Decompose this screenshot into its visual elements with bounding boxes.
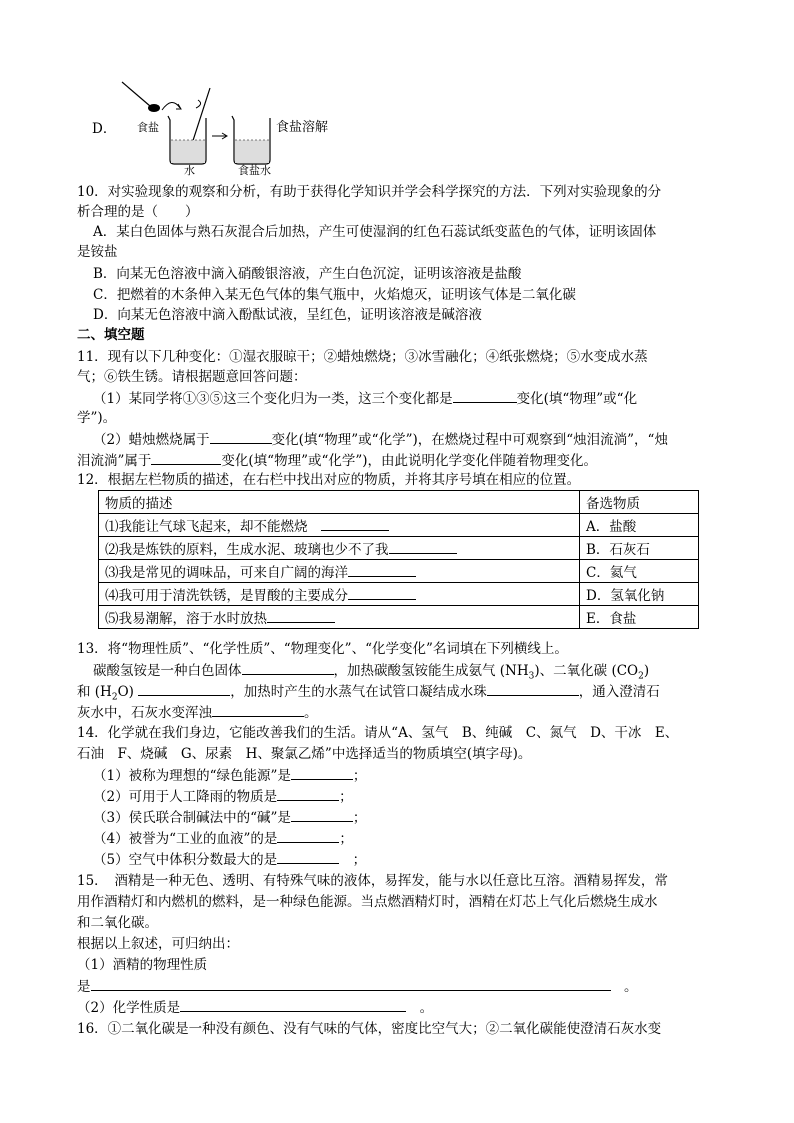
q10-option-c: C．把燃着的木条伸入某无色气体的集气瓶中，火焰熄灭，证明该气体是二氧化碳 bbox=[93, 287, 576, 303]
answer-blank[interactable] bbox=[277, 787, 339, 801]
q10-option-a: A．某白色固体与熟石灰混合后加热，产生可使湿润的红色石蕊试纸变蓝色的气体，证明该固体 bbox=[93, 224, 657, 240]
q14-item-5: （5）空气中体积分数最大的是 ； bbox=[93, 852, 367, 868]
q15-text-line2: 用作酒精灯和内燃机的燃料，是一种绿色能源。当点燃酒精灯时，酒精在灯芯上气化后燃烧生成水 bbox=[77, 894, 658, 910]
q11-part1-cont: 学”)。 bbox=[77, 410, 117, 426]
salt-label: 食盐 bbox=[137, 121, 159, 134]
water-label: 水 bbox=[184, 164, 195, 177]
q15-text-line4: 根据以上叙述，可归纳出： bbox=[77, 936, 239, 952]
answer-blank[interactable] bbox=[348, 586, 416, 600]
salt-dissolve-label: 食盐溶解 bbox=[276, 120, 329, 135]
q11-part2-cont: 泪流淌”属于 变化(填“物理”或“化学”)，由此说明化学变化伴随着物理变化。 bbox=[77, 453, 598, 469]
q15-text-line1: 15． 酒精是一种无色、透明、有特殊气味的液体，易挥发，能与水以任意比互溶。酒精易挥发，常 bbox=[77, 873, 668, 889]
q10-option-b: B．向某无色溶液中滴入硝酸银溶液，产生白色沉淀，证明该溶液是盐酸 bbox=[93, 266, 522, 282]
q10-option-a-cont: 是铵盐 bbox=[77, 244, 118, 260]
answer-blank[interactable] bbox=[242, 661, 334, 675]
answer-blank[interactable] bbox=[291, 808, 353, 822]
answer-blank[interactable] bbox=[180, 998, 406, 1012]
q15-text-line3: 和二氧化碳。 bbox=[77, 915, 158, 931]
q15-part1-answer: 是 。 bbox=[77, 979, 638, 995]
q11-part2: （2）蜡烛燃烧属于 变化(填“物理”或“化学”)，在燃烧过程中可观察到“烛泪流淌”，“烛 bbox=[93, 432, 668, 448]
answer-blank[interactable] bbox=[212, 703, 304, 717]
q14-item-4: （4）被誉为“工业的血液”的是 ； bbox=[93, 831, 353, 847]
matching-table bbox=[98, 490, 699, 629]
table-row: ⑷我可用于清洗铁锈，是胃酸的主要成分 D．氢氧化钠 bbox=[99, 583, 699, 606]
answer-blank[interactable] bbox=[210, 430, 272, 444]
answer-blank[interactable] bbox=[487, 682, 579, 696]
q10-stem-line1: 10．对实验现象的观察和分析，有助于获得化学知识并学会科学探究的方法．下列对实验现象的分 bbox=[77, 184, 662, 200]
q11-stem-line1: 11．现有以下几种变化：①湿衣服晾干；②蜡烛燃烧；③冰雪融化；④纸张燃烧；⑤水变成水蒸 bbox=[77, 349, 648, 365]
answer-blank[interactable] bbox=[277, 850, 339, 864]
answer-blank[interactable] bbox=[151, 451, 221, 465]
answer-blank[interactable] bbox=[348, 563, 416, 577]
answer-blank[interactable] bbox=[453, 389, 517, 403]
q10-stem-line2: 析合理的是（ ） bbox=[77, 204, 199, 220]
q11-part1: （1）某同学将①③⑤这三个变化归为一类，这三个变化都是 变化(填“物理”或“化 bbox=[93, 391, 638, 407]
answer-blank[interactable] bbox=[277, 829, 339, 843]
q14-stem-line2: 石油 F、烧碱 G、尿素 H、聚氯乙烯”中选择适当的物质填空(填字母)。 bbox=[77, 746, 532, 762]
salt-water-label: 食盐水 bbox=[238, 164, 271, 177]
q13-stem: 13．将“物理性质”、“化学性质”、“物理变化”、“化学变化”名词填在下列横线上。 bbox=[77, 641, 568, 657]
q11-stem-line2: 气；⑥铁生锈。请根据题意回答问题： bbox=[77, 369, 307, 385]
table-row: ⑶我是常见的调味品，可来自广阔的海洋 C．氦气 bbox=[99, 560, 699, 583]
q13-line3: 灰水中，石灰水变浑浊 。 bbox=[77, 705, 318, 721]
answer-blank[interactable] bbox=[321, 517, 389, 531]
table-row: ⑴我能让气球飞起来，却不能燃烧 A．盐酸 bbox=[99, 514, 699, 537]
q14-item-1: （1）被称为理想的“绿色能源”是 ； bbox=[93, 768, 367, 784]
q16-text-line1: 16．①二氧化碳是一种没有颜色、没有气味的气体，密度比空气大；②二氧化碳能使澄清石灰水变 bbox=[77, 1021, 662, 1037]
header-options: 备选物质 bbox=[580, 491, 699, 514]
table-row: ⑸我易潮解，溶于水时放热 E．食盐 bbox=[99, 606, 699, 629]
q14-stem-line1: 14．化学就在我们身边，它能改善我们的生活。请从“A、氢气 B、纯碱 C、氮气 D、干冰 E、 bbox=[77, 725, 679, 741]
q13-line1: 碳酸氢铵是一种白色固体 ，加热碳酸氢铵能生成氨气 $(NH_3)$、二氧化碳 $(CO_2)$ bbox=[93, 663, 650, 682]
answer-blank[interactable] bbox=[91, 977, 611, 991]
q15-part1: （1）酒精的物理性质 bbox=[77, 957, 208, 973]
answer-blank[interactable] bbox=[138, 682, 230, 696]
q12-stem: 12．根据左栏物质的描述，在右栏中找出对应的物质，并将其序号填在相应的位置。 bbox=[77, 472, 581, 488]
table-header-row bbox=[99, 491, 699, 514]
header-description: 物质的描述 bbox=[99, 491, 580, 514]
q15-part2: （2）化学性质是 。 bbox=[77, 1000, 434, 1016]
answer-blank[interactable] bbox=[389, 540, 457, 554]
answer-blank[interactable] bbox=[267, 609, 335, 623]
q14-item-2: （2）可用于人工降雨的物质是 ； bbox=[93, 789, 353, 805]
table-row: ⑵我是炼铁的原料，生成水泥、玻璃也少不了我 B．石灰石 bbox=[99, 537, 699, 560]
answer-blank[interactable] bbox=[291, 766, 353, 780]
q14-item-3: （3）侯氏联合制碱法中的“碱”是 ； bbox=[93, 810, 367, 826]
section-title: 二、填空题 bbox=[77, 327, 145, 343]
option-d-label: D． bbox=[92, 121, 117, 137]
q13-line2: 和 $(H_2O)$ ，加热时产生的水蒸气在试管口凝结成水珠 ，通入澄清石 bbox=[77, 684, 660, 703]
q10-option-d: D．向某无色溶液中滴入酚酞试液，呈红色，证明该溶液是碱溶液 bbox=[93, 307, 482, 323]
